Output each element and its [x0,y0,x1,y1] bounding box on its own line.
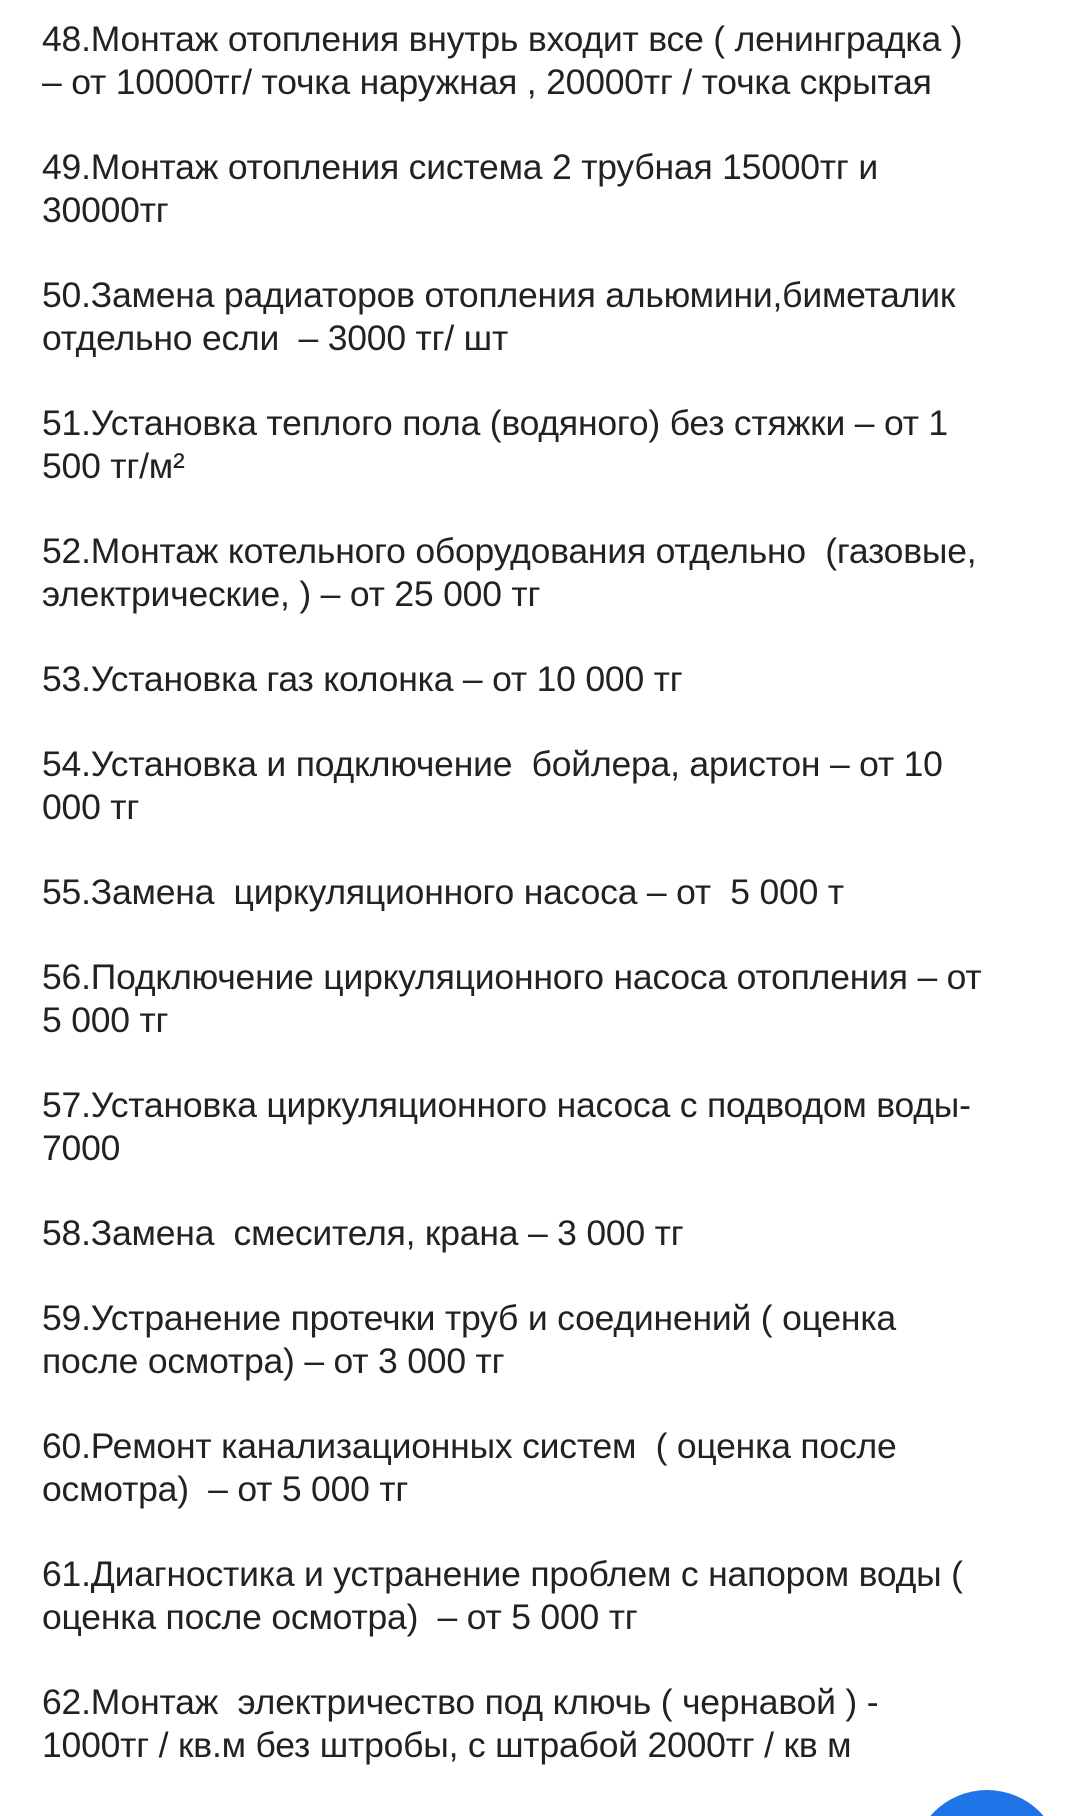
item-line: после осмотра) – от 3 000 тг [42,1341,505,1381]
item-line: осмотра) – от 5 000 тг [42,1469,409,1509]
list-item [42,530,1052,616]
item-line: 7000 [42,1128,121,1168]
item-line: 58.Замена смесителя, крана – 3 000 тг [42,1213,684,1253]
item-line: электрические, ) – от 25 000 тг [42,574,541,614]
list-item [42,743,1052,829]
item-line: – от 10000тг/ точка наружная , 20000тг / точка скрытая [42,62,932,102]
item-line: 54.Установка и подключение бойлера, аристон – от 10 [42,744,943,784]
item-line: 50.Замена радиаторов отопления альюмини,биметалик [42,275,956,315]
item-line: отдельно если – 3000 тг/ шт [42,318,509,358]
list-item [42,18,1052,104]
price-list [42,18,1052,1809]
item-line: 55.Замена циркуляционного насоса – от 5 000 т [42,872,844,912]
item-line: 49.Монтаж отопления система 2 трубная 15000тг и [42,147,878,187]
item-line: 61.Диагностика и устранение проблем с напором воды ( [42,1554,963,1594]
item-line: 1000тг / кв.м без штробы, с штрабой 2000тг / кв м [42,1725,852,1765]
list-item [42,1681,1052,1767]
item-line: 57.Установка циркуляционного насоса с подводом воды- [42,1085,971,1125]
list-item [42,956,1052,1042]
item-line: 59.Устранение протечки труб и соединений ( оценка [42,1298,896,1338]
item-line: оценка после осмотра) – от 5 000 тг [42,1597,638,1637]
list-item [42,1297,1052,1383]
list-item [42,1425,1052,1511]
list-item [42,146,1052,232]
item-line: 500 тг/м² [42,446,185,486]
item-line: 48.Монтаж отопления внутрь входит все ( ленинградка ) [42,19,963,59]
list-item [42,1553,1052,1639]
item-line: 5 000 тг [42,1000,169,1040]
list-item [42,402,1052,488]
item-line: 51.Установка теплого пола (водяного) без стяжки – от 1 [42,403,948,443]
list-item [42,871,1052,914]
item-line: 000 тг [42,787,140,827]
item-line: 56.Подключение циркуляционного насоса отопления – от [42,957,982,997]
list-item [42,1084,1052,1170]
list-item [42,1212,1052,1255]
item-line: 30000тг [42,190,169,230]
list-item [42,274,1052,360]
item-line: 60.Ремонт канализационных систем ( оценка после [42,1426,897,1466]
list-item [42,658,1052,701]
item-line: 52.Монтаж котельного оборудования отдельно (газовые, [42,531,977,571]
item-line: 53.Установка газ колонка – от 10 000 тг [42,659,683,699]
item-line: 62.Монтаж электричество под ключь ( чернавой ) - [42,1682,879,1722]
